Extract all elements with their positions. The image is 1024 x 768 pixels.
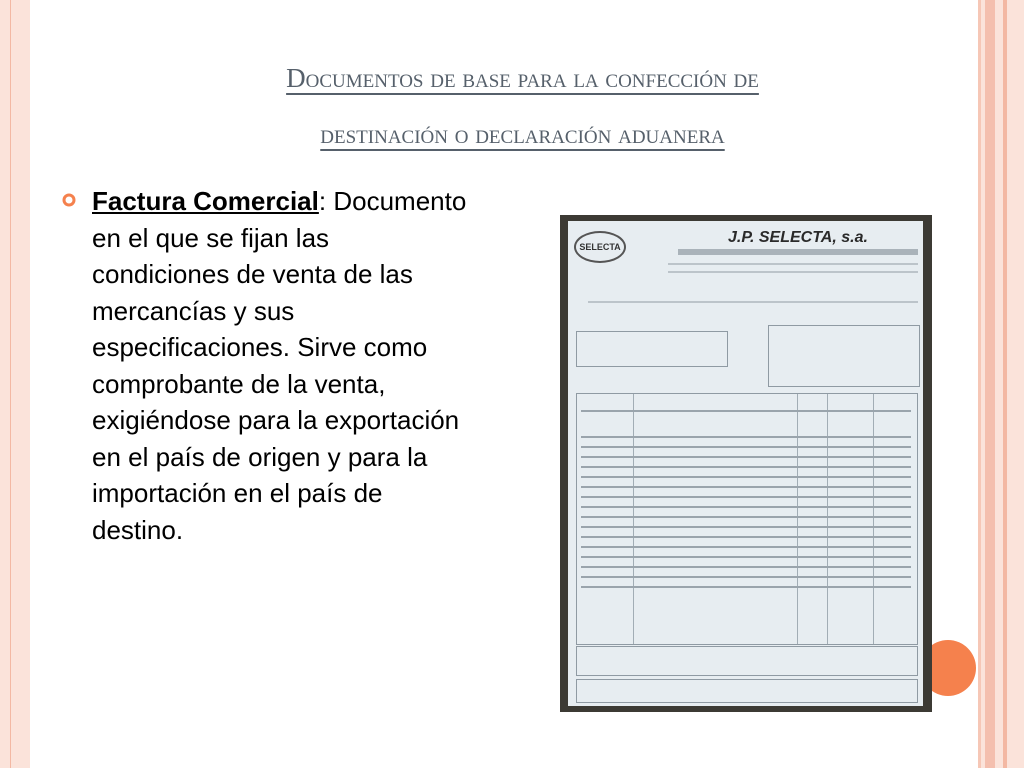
invoice-address-line	[588, 301, 918, 303]
table-row-line	[581, 486, 911, 488]
invoice-company-banner	[678, 249, 918, 255]
table-row-line	[581, 546, 911, 548]
invoice-totals-box	[576, 646, 918, 676]
table-row-line	[581, 446, 911, 448]
right-stripe	[985, 0, 995, 768]
table-row-line	[581, 526, 911, 528]
invoice-footer-box	[576, 679, 918, 703]
invoice-client-box	[768, 325, 920, 387]
table-row-line	[581, 566, 911, 568]
slide-title	[80, 50, 965, 162]
table-row-line	[581, 410, 911, 412]
table-row-line	[581, 576, 911, 578]
table-row-line	[581, 456, 911, 458]
invoice-number-box	[576, 331, 728, 367]
right-stripe	[995, 0, 1003, 768]
title-line-2: destinación o declaración aduanera	[320, 119, 725, 149]
selecta-logo	[574, 231, 626, 263]
table-row-line	[581, 556, 911, 558]
table-row-line	[581, 436, 911, 438]
invoice-photo	[560, 215, 932, 712]
table-row-line	[581, 506, 911, 508]
invoice-items-table	[576, 393, 918, 645]
invoice-address-line	[668, 271, 918, 273]
table-row-line	[581, 496, 911, 498]
left-decorative-border	[0, 0, 30, 768]
table-row-line	[581, 586, 911, 588]
table-column-divider	[873, 394, 874, 644]
table-column-divider	[797, 394, 798, 644]
bullet-term: Factura Comercial	[92, 186, 319, 216]
left-border-line	[10, 0, 11, 768]
table-row-line	[581, 516, 911, 518]
title-line-1: Documentos de base para la confección de	[286, 63, 759, 93]
table-row-line	[581, 466, 911, 468]
bullet-separator: :	[318, 186, 327, 216]
table-column-divider	[827, 394, 828, 644]
invoice-company-name: J.P. SELECTA, s.a.	[728, 229, 868, 246]
table-row-line	[581, 476, 911, 478]
table-column-divider	[633, 394, 634, 644]
bullet-description: Documento en el que se fijan las condiciones de venta de las mercancías y sus especificaciones. Sirve como comprobante de la venta, exigiéndose para la exportación en el país de origen y para la importación en el país de destino.	[92, 186, 467, 545]
right-stripe	[1007, 0, 1024, 768]
invoice-paper	[568, 221, 923, 706]
table-row-line	[581, 536, 911, 538]
bullet-text	[92, 183, 472, 548]
bullet-ring-icon	[62, 193, 76, 207]
logo-text: SELECTA	[579, 242, 621, 252]
invoice-address-line	[668, 263, 918, 265]
